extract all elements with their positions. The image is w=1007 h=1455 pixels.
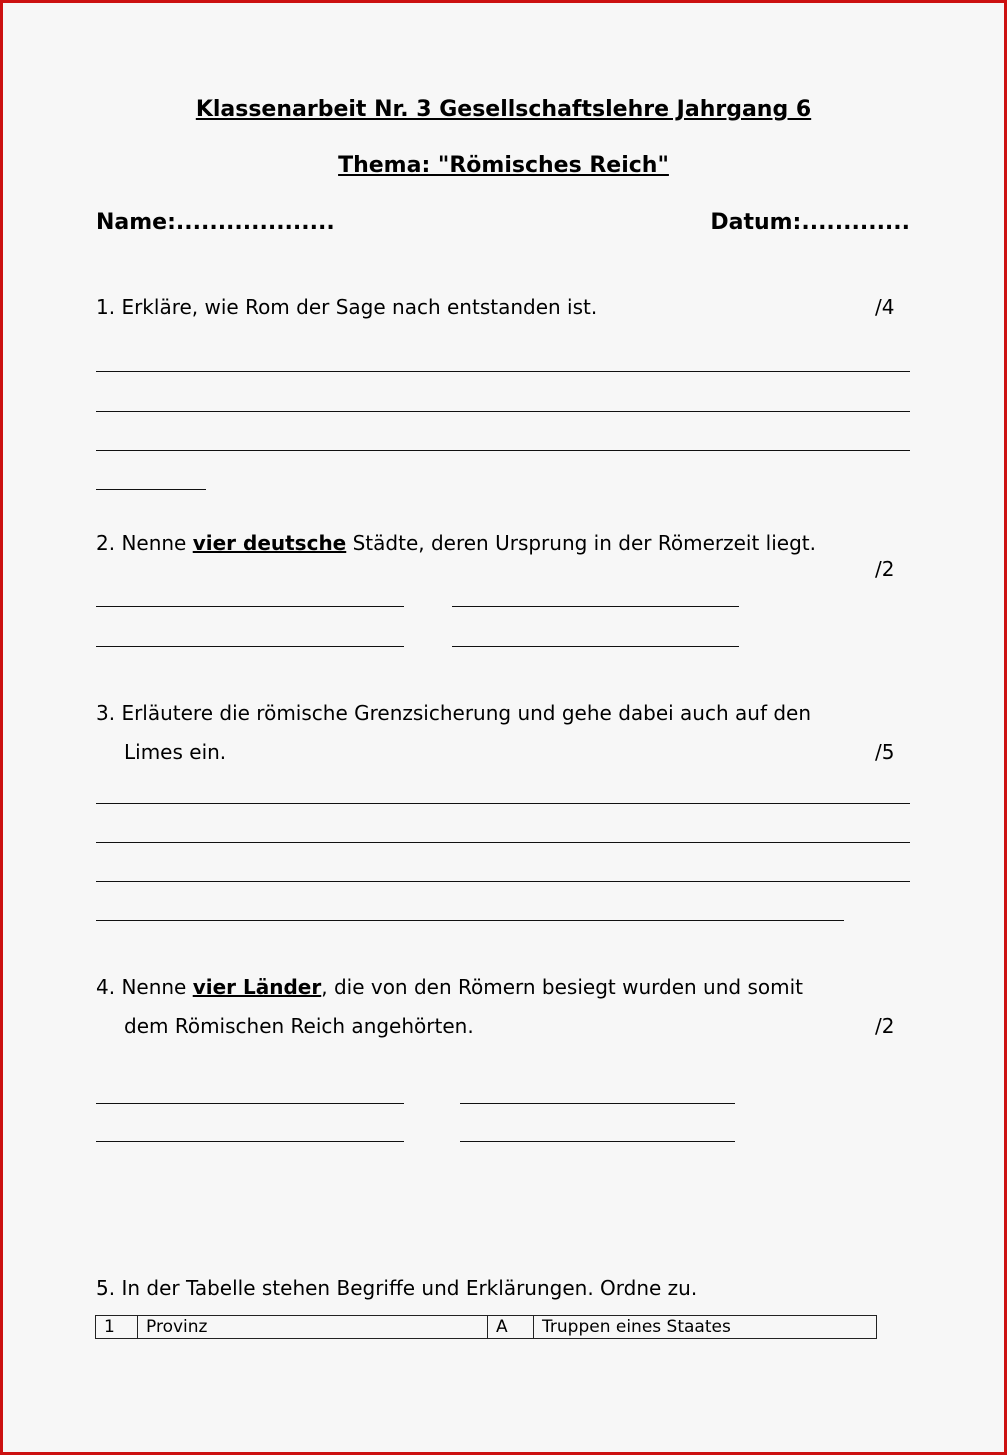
answer-line[interactable] bbox=[452, 606, 739, 607]
answer-line[interactable] bbox=[96, 646, 404, 647]
answer-line[interactable] bbox=[460, 1141, 735, 1142]
question-2-text-start: 2. Nenne bbox=[96, 531, 193, 555]
answer-line[interactable] bbox=[96, 920, 844, 921]
question-1-text: 1. Erkläre, wie Rom der Sage nach entstanden ist. bbox=[96, 295, 598, 319]
table-row bbox=[96, 1316, 877, 1339]
date-field-label: Datum:............. bbox=[710, 210, 910, 235]
question-2-text-end: Städte, deren Ursprung in der Römerzeit liegt. bbox=[346, 531, 816, 555]
question-4-text-continued: dem Römischen Reich angehörten. bbox=[124, 1014, 474, 1038]
question-3-points: /5 bbox=[875, 740, 895, 764]
answer-line[interactable] bbox=[460, 1103, 735, 1104]
question-4-text bbox=[96, 975, 803, 999]
answer-line[interactable] bbox=[96, 411, 910, 412]
question-1-points: /4 bbox=[875, 295, 895, 319]
table-cell-number: 1 bbox=[96, 1316, 138, 1339]
table-cell-explanation: Truppen eines Staates bbox=[534, 1316, 877, 1339]
document-title: Klassenarbeit Nr. 3 Gesellschaftslehre Jahrgang 6 bbox=[195, 97, 812, 122]
question-4-points: /2 bbox=[875, 1014, 895, 1038]
answer-line[interactable] bbox=[96, 371, 910, 372]
table-cell-term: Provinz bbox=[138, 1316, 488, 1339]
table-cell-letter: A bbox=[488, 1316, 534, 1339]
question-3-text-continued: Limes ein. bbox=[124, 740, 227, 764]
question-3-text: 3. Erläutere die römische Grenzsicherung und gehe dabei auch auf den bbox=[96, 701, 812, 725]
question-2-emphasis: vier deutsche bbox=[192, 531, 347, 555]
question-5-text: 5. In der Tabelle stehen Begriffe und Erklärungen. Ordne zu. bbox=[96, 1276, 698, 1300]
question-2-points: /2 bbox=[875, 557, 895, 581]
answer-line[interactable] bbox=[452, 646, 739, 647]
question-4-text-end: , die von den Römern besiegt wurden und somit bbox=[321, 975, 803, 999]
answer-line[interactable] bbox=[96, 842, 910, 843]
question-2-text bbox=[96, 531, 816, 555]
answer-line[interactable] bbox=[96, 489, 206, 490]
answer-line[interactable] bbox=[96, 606, 404, 607]
answer-line[interactable] bbox=[96, 450, 910, 451]
question-4-emphasis: vier Länder bbox=[192, 975, 322, 999]
answer-line[interactable] bbox=[96, 881, 910, 882]
answer-line[interactable] bbox=[96, 803, 910, 804]
question-4-text-start: 4. Nenne bbox=[96, 975, 193, 999]
answer-line[interactable] bbox=[96, 1103, 404, 1104]
matching-table bbox=[95, 1315, 877, 1339]
name-field-label: Name:................... bbox=[96, 210, 335, 235]
document-subtitle: Thema: "Römisches Reich" bbox=[338, 153, 669, 178]
answer-line[interactable] bbox=[96, 1141, 404, 1142]
